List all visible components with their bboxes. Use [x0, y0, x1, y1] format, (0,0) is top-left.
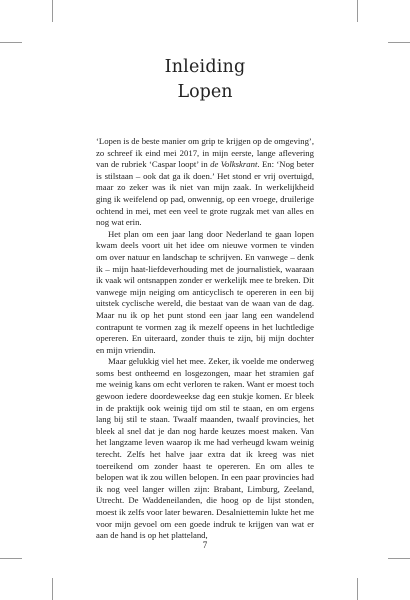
newspaper-title: de Volkskrant — [210, 159, 258, 170]
chapter-title: Lopen — [177, 82, 233, 102]
paragraph-3: Maar gelukkig viel het mee. Zeker, ik voelde me onderweg soms best ontheemd en losgezongen, maar het stramien gaf me weinig kans om echt verloren te raken. Want er moest toch gewoon iedere doordeweekse dag een stukje komen. Er bleek in de praktijk ook weinig tijd om stil te staan, en om ergens lang bij stil te staan. Twaalf maanden, twaalf provincies, het bleek al snel dat je dan nog harde keuzes moest maken. Van het langzame leven waarop ik me had verheugd kwam weinig terecht. Zelfs het halve jaar extra dat ik kreeg was niet toereikend om zonder haast te opereren. En om alles te belopen wat ik zou willen belopen. In een paar provincies had ik nog veel langer willen zijn: Brabant, Limburg, Zeeland, Utrecht. De Waddeneilanden, die hoog op de lijst stonden, moest ik zelfs voor later bewaren. Desalniettemin lukte het me voor mijn gevoel om een goede indruk te krijgen van wat er aan de hand is op het platteland, — [96, 356, 314, 541]
crop-mark-left-bottom — [0, 558, 22, 559]
page-number: 7 — [202, 540, 208, 550]
chapter-label: Inleiding — [164, 57, 246, 77]
paragraph-1 — [96, 136, 314, 229]
crop-mark-right-top — [388, 42, 410, 43]
body-text — [96, 136, 314, 542]
crop-mark-bottom-right — [357, 578, 358, 600]
paragraph-1-pre: ‘Lopen is de beste manier om grip te krijgen op de omgeving’, zo schreef ik eind mei 2017, in mijn eerste, lange aflevering van de rubriek ‘Caspar loopt’ in — [96, 136, 314, 170]
paragraph-2: Het plan om een jaar lang door Nederland te gaan lopen kwam deels voort uit het idee om nieuwe vormen te vinden om over natuur en landschap te schrijven. En vanwege – denk ik – mijn haat-liefdeverhouding met de journalistiek, waaraan ik vaak wil ontsnappen zonder er werkelijk mee te breken. Dit vanwege mijn neiging om anticyclisch te opereren in een bij uitstek cyclische wereld, die bestaat van de waan van de dag. Maar nu ik op het punt stond een jaar lang een wandelend contrapunt te vormen zag ik mezelf opeens in het luchtledige opereren. En uiteraard, zonder thuis te zijn, bij mijn dochter en mijn vriendin. — [96, 228, 314, 355]
crop-mark-top-left — [52, 0, 53, 22]
paragraph-1-post: . En: ‘Nog beter is stilstaan – ook dat ga ik doen.’ Het stond er vrij overtuigd, maar zo zeker was ik niet van mijn zaak. In werkelijkheid ging ik weifelend op pad, onwennig, op een vroege, druilerige ochtend in mei, met een veel te grote rugzak met van alles en nog wat erin. — [96, 159, 315, 228]
crop-mark-bottom-left — [52, 578, 53, 600]
crop-mark-top-right — [357, 0, 358, 22]
crop-mark-left-top — [0, 42, 22, 43]
crop-mark-right-bottom — [388, 558, 410, 559]
